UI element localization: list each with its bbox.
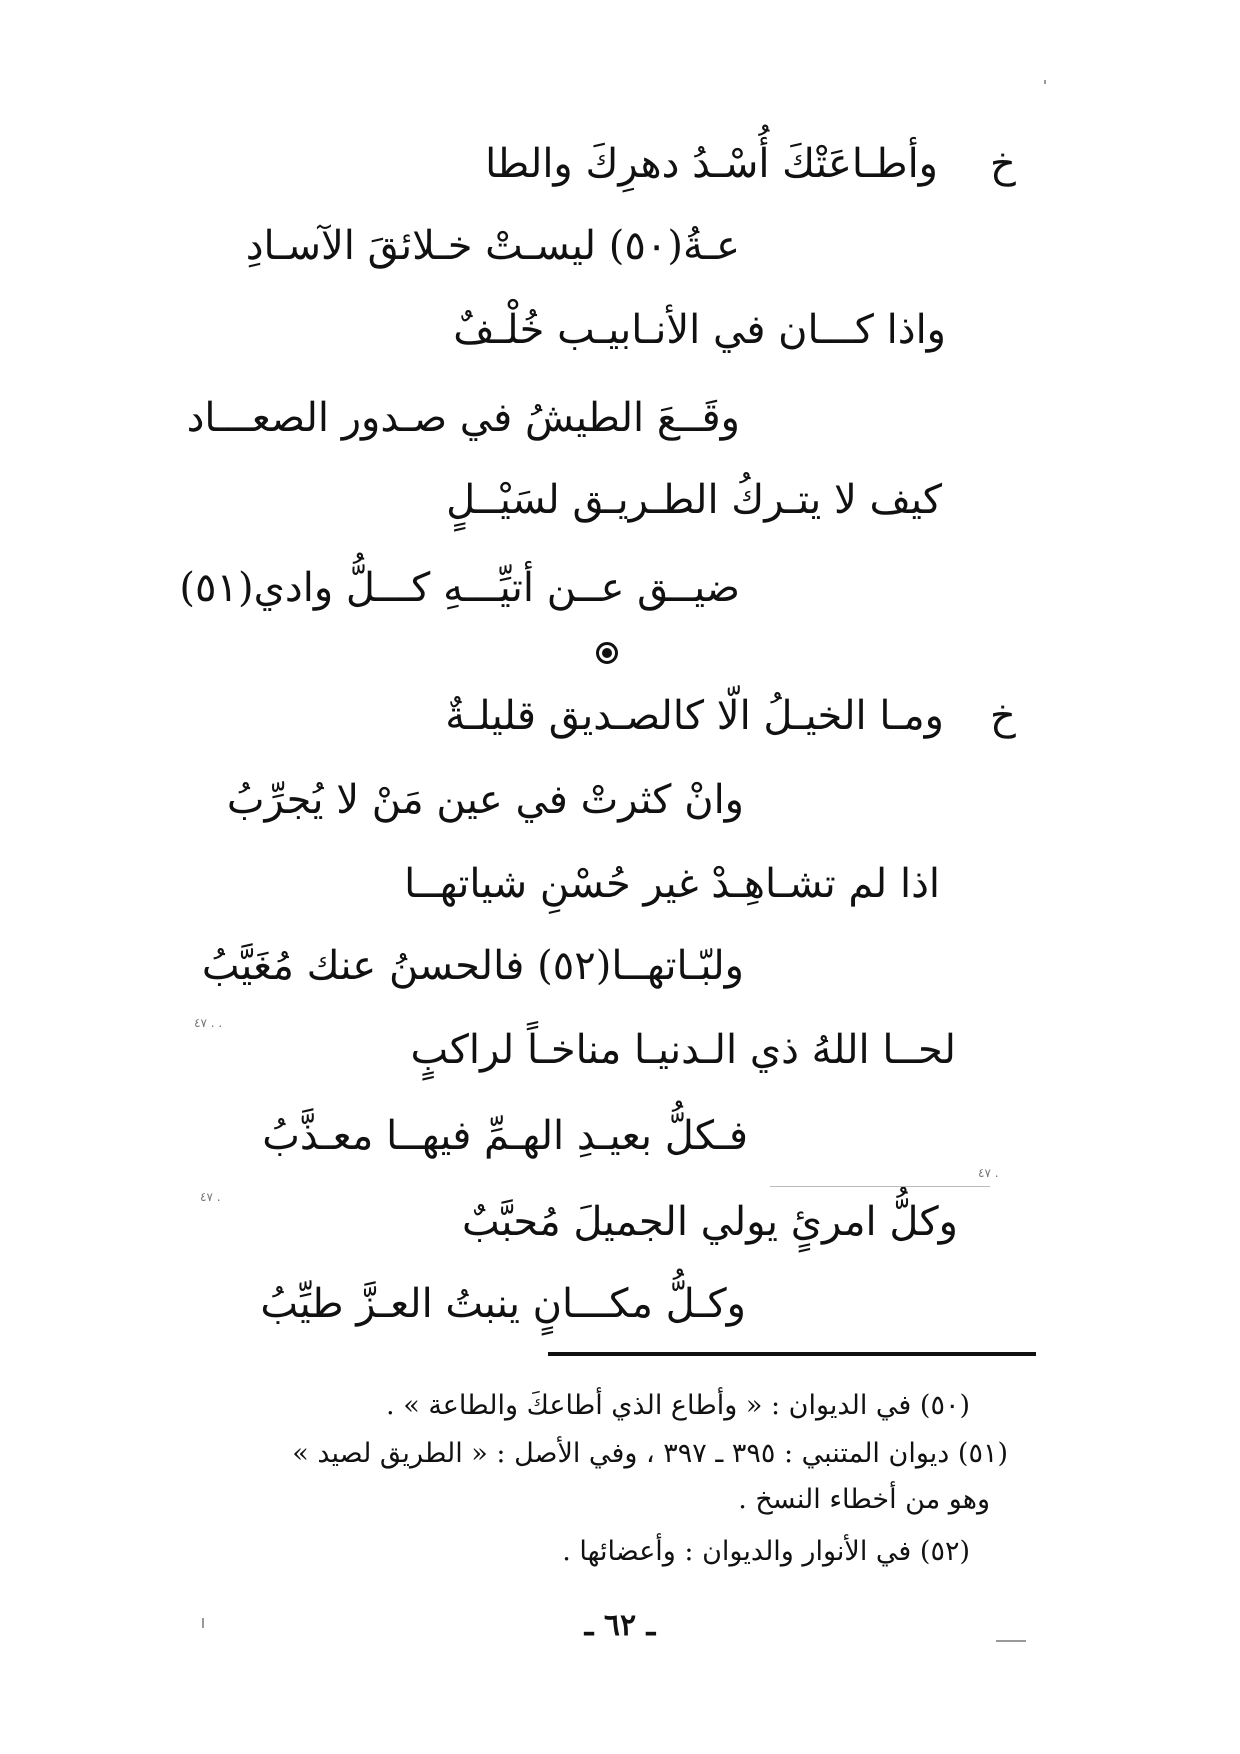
footnote-51: (٥١) ديوان المتنبي : ٣٩٥ ـ ٣٩٧ ، وفي الأصل : « الطريق لصيد » bbox=[292, 1438, 1008, 1469]
margin-scan-mark-1: ٤٧ . . bbox=[194, 1016, 223, 1030]
footnote-rule bbox=[548, 1352, 1036, 1356]
verse-line-1-4: وقَــعَ الطيشُ في صـدور الصعـــاد bbox=[186, 395, 740, 441]
verse-line-2-5: لحــا اللهُ ذي الـدنيـا مناخـاً لراكبٍ bbox=[410, 1027, 956, 1073]
margin-scan-mark-2: ٤٧ . bbox=[200, 1190, 221, 1204]
scan-speck bbox=[770, 1186, 990, 1187]
scan-speck bbox=[202, 1618, 204, 1628]
verse-line-2-3: اذا لم تشـاهِـدْ غير حُسْنِ شياتهــا bbox=[404, 861, 940, 907]
verse-line-1-6: ضيــق عــن أتيِّـــهِ كـــلُّ وادي(٥١) bbox=[179, 565, 740, 611]
verse-line-2-2: وانْ كثرتْ في عين مَنْ لا يُجرِّبُ bbox=[226, 777, 744, 823]
footnote-52: (٥٢) في الأنوار والديوان : وأعضائها . bbox=[562, 1536, 970, 1567]
section-separator-ornament bbox=[596, 642, 618, 664]
page-number: ـ ٦٢ ـ bbox=[584, 1608, 656, 1643]
verse-line-1-5: كيف لا يتـركُ الطـريـق لسَيْــلٍ bbox=[446, 477, 942, 523]
verse-line-1-1: وأطـاعَتْكَ أُسْـدُ دهرِكَ والطا bbox=[485, 141, 938, 187]
margin-scan-mark-3: ٤٧ . bbox=[978, 1166, 999, 1180]
scan-speck bbox=[1044, 80, 1046, 84]
verse-line-1-2: عـةُ(٥٠) ليسـتْ خـلائقَ الآسـادِ bbox=[245, 223, 740, 269]
verse-line-2-4: ولبّـاتهــا(٥٢) فالحسنُ عنك مُغَيَّبُ bbox=[201, 943, 744, 989]
footnote-51-continued: وهو من أخطاء النسخ . bbox=[738, 1484, 990, 1515]
verse-line-2-1: ومـا الخيـلُ الّا كالصـديق قليلـةٌ bbox=[445, 693, 944, 739]
scan-speck bbox=[996, 1640, 1026, 1642]
section-marker-2: خ bbox=[990, 693, 1016, 739]
footnote-50: (٥٠) في الديوان : « وأطاع الذي أطاعكَ والطاعة » . bbox=[386, 1390, 970, 1421]
verse-line-2-6: فـكلُّ بعيـدِ الهـمِّ فيهــا معـذَّبُ bbox=[262, 1113, 748, 1159]
verse-line-1-3: واذا كـــان في الأنـابيـب خُلْـفٌ bbox=[453, 307, 946, 353]
verse-line-2-8: وكـلُّ مكـــانٍ ينبتُ العـزَّ طيِّبُ bbox=[260, 1281, 746, 1327]
section-marker-1: خ bbox=[990, 141, 1016, 187]
verse-line-2-7: وكلُّ امرئٍ يولي الجميلَ مُحبَّبٌ bbox=[462, 1199, 958, 1245]
